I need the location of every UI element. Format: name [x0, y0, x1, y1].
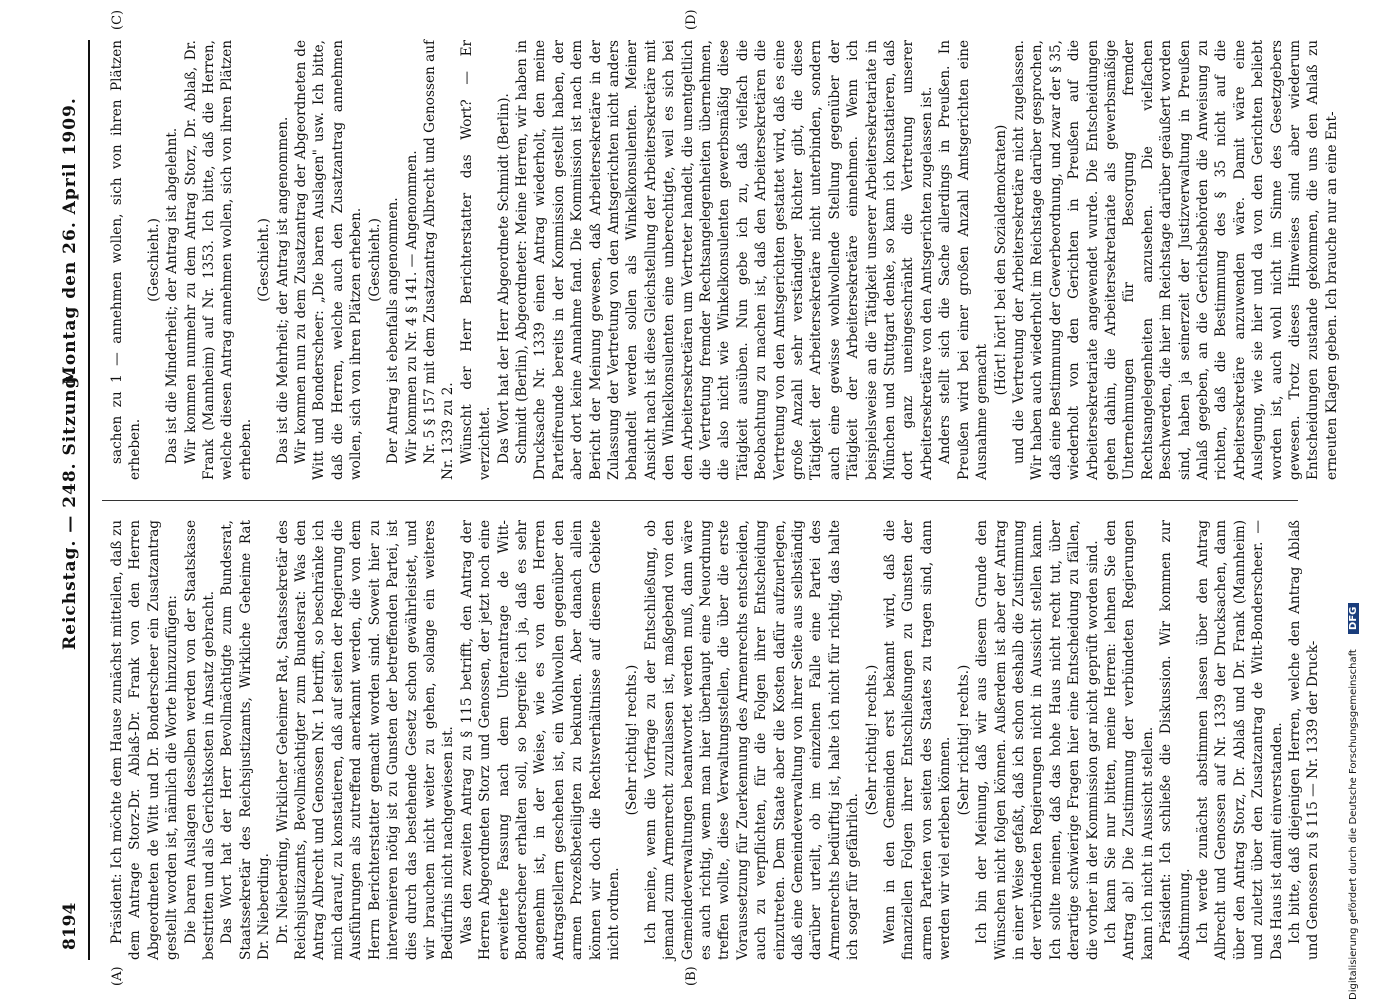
paragraph: Was den zweiten Antrag zu § 115 betrifft, den Antrag der Herren Abgeordneten Storz und Genossen, der jetzt noch eine erweiterte Fassung nach dem Unterantrage de Witt-Bonderscheer erhalten soll, so begreife ich ja, daß es sehr angenehm ist, in der Weise, wie es von den Herren Antragstellern geschehen ist, ein Wohlwollen gegenüber den armen Prozeßbeteiligten zu bekunden. Aber danach allein können wir doch die Rechtsverhältnisse auf diesem Gebiete nicht ordnen.	[458, 520, 622, 960]
paragraph: Nr. 5 § 157 mit dem Zusatzantrag Albrecht und Genossen auf Nr. 1339 zu 2.	[421, 40, 457, 480]
paragraph: Ich kann Sie nur bitten, meine Herren: lehnen Sie den Antrag ab! Die Zustimmung der verbündeten Regierungen kann ich nicht in Aussicht stellen.	[1102, 520, 1156, 960]
paragraph: und die Vertretung der Arbeitersekretäre nicht zugelassen. Wir haben auch wiederholt im Reichstage darüber gesprochen, daß eine Bestimmung der Gewerbeordnung, und zwar der § 35, wiederholt von den Gerichten in Preußen auf die Arbeitersekretariate angewendet wurde. Die Entscheidungen gehen dahin, die Arbeitersekretariate als gewerbsmäßige Unternehmungen für Besorgung fremder Rechtsangelegenheiten anzusehen. Die vielfachen Beschwerden, die hier im Reichstage darüber geäußert worden sind, haben ja seinerzeit der Justizverwaltung in Preußen Anlaß gegeben, an die Gerichtsbehörden die Anweisung zu richten, daß die Bestimmung des § 35 nicht auf die Arbeitersekretäre anzuwenden wäre. Damit wäre eine Auslegung, wie sie hier und da von den Gerichten beliebt worden ist, auch wohl nicht im Sinne des Gesetzgebers gewesen. Trotz dieses Hinweises sind aber wiederum Entscheidungen zustande gekommen, die uns den Anlaß zu erneuten Klagen geben. Ich brauche nur an eine Ent-	[1010, 40, 1340, 480]
paragraph: Schmidt (Berlin), Abgeordneter: Meine Herren, wir haben in Drucksache Nr. 1339 einen Antrag wiederholt, den meine Parteifreunde bereits in der Kommission gestellt haben, der aber dort keine Annahme fand. Die Kommission ist nach dem Bericht der Meinung gewesen, daß Arbeitersekretäre in der Zulassung der Vertretung von den Amtsgerichten nicht anders behandelt werden sollen als Winkelkonsulenten. Meiner Ansicht nach ist diese Gleichstellung der Arbeitersekretäre mit den Winkelkonsulenten eine unberechtigte, weil es sich bei den Arbeitersekretären um Vertreter handelt, die unentgeltlich die Vertretung fremder Rechtsangelegenheiten übernehmen, die also nicht wie Winkelkonsulenten gewerbsmäßig diese Tätigkeit ausüben. Nun gebe ich zu, daß vielfach die Beobachtung zu machen ist, daß den Arbeitersekretären die Vertretung von den Amtsgerichten gestattet wird, daß es eine große Anzahl sehr verständiger Richter gibt, die diese Tätigkeit der Arbeitersekretäre nicht unterbinden, sondern auch eine gewisse wohlwollende Stellung gegenüber der Tätigkeit der Arbeitersekretäre einnehmen. Wenn ich beispielsweise an die Tätigkeit unserer Arbeitersekretariate in München und Stuttgart denke, so kann ich konstatieren, daß dort ganz uneingeschränkt die Vertretung unserer Arbeitersekretäre von den Amtsgerichten zugelassen ist.	[513, 40, 935, 480]
digitization-text: Digitalisierung gefördert durch die Deutsche Forschungsgemeinschaft	[1348, 649, 1359, 1000]
paragraph: Das Wort hat der Herr Abgeordnete Schmidt (Berlin).	[495, 93, 512, 464]
paragraph: (Sehr richtig! rechts.)	[955, 664, 972, 816]
left-column	[108, 520, 1322, 960]
page-header	[60, 40, 90, 960]
page-number: 8194	[60, 902, 80, 950]
header-rule	[88, 40, 90, 960]
dfg-logo: DFG	[1348, 603, 1359, 634]
paragraph: Wir kommen zu Nr. 4 § 141. — Angenommen.	[403, 150, 420, 464]
paragraph: sachen zu 1 — annehmen wollen, sich von ihren Plätzen erheben.	[109, 40, 144, 480]
paragraph: Ich bitte, daß diejenigen Herren, welche den Antrag Ablaß und Genossen zu § 115 — Nr. 1339 der Druck-	[1287, 520, 1322, 960]
paragraph: (Geschieht.)	[366, 218, 383, 302]
digitization-note	[1348, 0, 1364, 1000]
paragraph: (Sehr richtig! rechts.)	[624, 664, 641, 816]
paragraph: Ich bin der Meinung, daß wir aus diesem Grunde den Wünschen nicht folgen können. Außerdem ist aber der Antrag in einer Weise gefaßt, daß ich schon deshalb die Zustimmung der verbündeten Regierungen nicht in Aussicht stellen kann. Ich sollte meinen, daß das hohe Haus nicht recht tut, über derartige schwierige Fragen hier eine Entscheidung zu fällen, die vorher in der Kommission gar nicht geprüft worden sind.	[974, 520, 1101, 960]
paragraph: Das ist die Minderheit; der Antrag ist abgelehnt.	[164, 127, 181, 464]
paragraph: Präsident: Ich schließe die Diskussion. Wir kommen zur Abstimmung.	[1158, 520, 1193, 960]
session-title: Reichstag. — 248. Sitzung.	[60, 368, 80, 650]
document-sheet	[36, 9, 1340, 986]
paragraph: Wir kommen nun zu dem Zusatzantrag der Abgeordneten de Witt und Bonderscheer: „Die baren Auslagen" usw. Ich bitte, daß die Herren, welche auch den Zusatzantrag annehmen wollen, sich von ihren Plätzen erheben.	[293, 40, 365, 480]
margin-marker-c: (C)	[110, 9, 125, 30]
paragraph: Präsident: Ich möchte dem Hause zunächst mitteilen, daß zu dem Antrage Storz-Dr. Ablaß-Dr. Frank von den Herren Abgeordneten de Witt und Dr. Bonderscheer ein Zusatzantrag gestellt worden ist, nämlich die Worte hinzuzufügen:	[109, 520, 181, 960]
margin-marker-d: (D)	[684, 9, 699, 30]
paragraph: Ich meine, wenn die Vorfrage zu der Entschließung, ob jemand zum Armenrecht zuzulassen ist, maßgebend von den Gemeindeverwaltungen beantwortet werden muß, dann wäre es auch richtig, wenn man hier überhaupt eine Neuordnung treffen wollte, diese Verwaltungsstellen, die über die erste Voraussetzung für Zuerkennung des Armenrechts entscheiden, auch zu verpflichten, für die Folgen ihrer Entscheidung einzutreten. Dem Staate aber die Kosten dafür aufzuerlegen, daß eine Gemeindeverwaltung von ihrer Seite aus selbständig darüber urteilt, ob im einzelnen Falle eine Partei des Armenrechts bedürftig ist, halte ich nicht für richtig, das halte ich sogar für gefährlich.	[642, 520, 862, 960]
paragraph: Der Antrag ist ebenfalls angenommen.	[385, 197, 402, 464]
paragraph: Wir kommen nunmehr zu dem Antrag Storz, Dr. Ablaß, Dr. Frank (Mannheim) auf Nr. 1353. Ich bitte, daß die Herren, welche diesen Antrag annehmen wollen, sich von ihren Plätzen erheben.	[182, 40, 254, 480]
paragraph: Wenn in den Gemeinden erst bekannt wird, daß die finanziellen Folgen ihrer Entschließungen zu Gunsten der armen Parteien von seiten des Staates zu tragen sind, dann werden wir viel erleben können.	[882, 520, 954, 960]
right-column	[108, 40, 1340, 480]
session-date: Montag den 26. April 1909.	[60, 97, 80, 385]
paragraph: Ich werde zunächst abstimmen lassen über den Antrag Albrecht und Genossen auf Nr. 1339 der Drucksachen, dann über den Antrag Storz, Dr. Ablaß und Dr. Frank (Mannheim) und zuletzt über den Zusatzantrag de Witt-Bonderscheer. — Das Haus ist damit einverstanden.	[1194, 520, 1285, 960]
paragraph: Das ist die Mehrheit; der Antrag ist angenommen.	[274, 116, 291, 464]
paragraph: Das Wort hat der Herr Bevollmächtigte zum Bundesrat, Staatssekretär des Reichsjustizamts, Wirkliche Geheime Rat Dr. Nieberding.	[219, 520, 273, 960]
paragraph: Dr. Nieberding, Wirklicher Geheimer Rat, Staatssekretär des Reichsjustizamts, Bevollmächtigter zum Bundesrat: Was den Antrag Albrecht und Genossen Nr. 1 betrifft, so beschränke ich mich darauf, zu konstatieren, daß auf seiten der Regierung die Ausführungen als zutreffend anerkannt werden, die von dem Herrn Berichterstatter gemacht worden sind. Soweit hier zu intervenieren nötig ist zu Gunsten der betreffenden Partei, ist dies durch das bestehende Gesetz schon gewährleistet, und wir brauchen nicht weiter zu gehen, solange ein weiteres Bedürfnis nicht nachgewiesen ist.	[274, 520, 457, 960]
paragraph: (Hört! hört! bei den Sozialdemokraten)	[992, 124, 1009, 396]
margin-marker-b: (B)	[684, 966, 699, 986]
paragraph: Anders stellt sich die Sache allerdings in Preußen. In Preußen wird bei einer großen Anzahl Amtsgerichten eine Ausnahme gemacht	[937, 40, 991, 480]
paragraph: Die baren Auslagen desselben werden von der Staatskasse bestritten und als Gerichtskosten in Ansatz gebracht.	[182, 520, 218, 960]
paragraph: (Sehr richtig! rechts.)	[863, 664, 880, 816]
margin-marker-a: (A)	[110, 966, 125, 986]
paragraph: Wünscht der Herr Berichterstatter das Wort? — Er verzichtet.	[458, 40, 494, 480]
paragraph: (Geschieht.)	[145, 218, 162, 302]
column-divider	[102, 500, 1298, 501]
paragraph: (Geschieht.)	[256, 218, 273, 302]
